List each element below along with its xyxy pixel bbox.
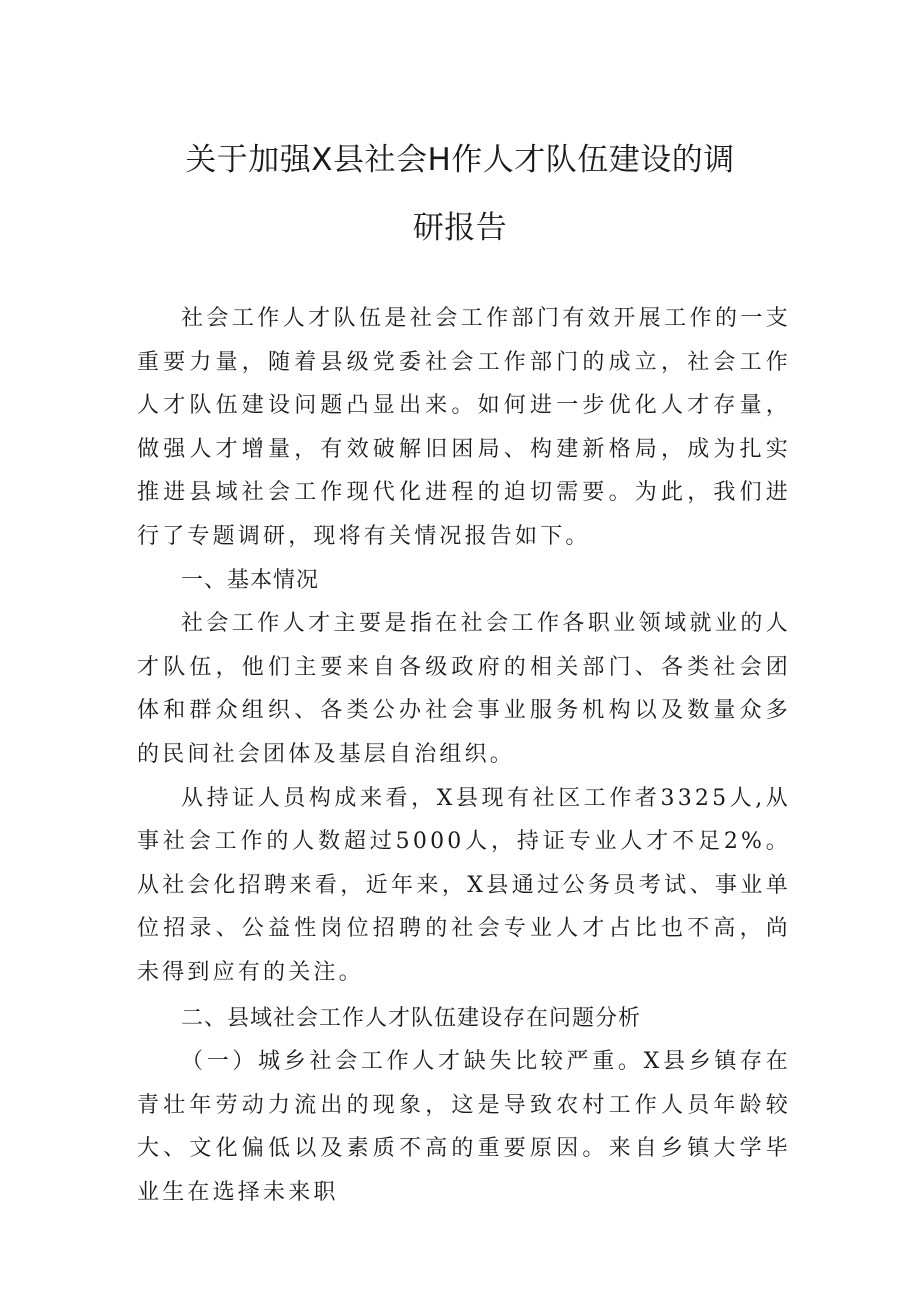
paragraph-problem-1: （一）城乡社会工作人才缺失比较严重。X县乡镇存在青壮年劳动力流出的现象，这是导致农村工作人员年龄较大、文化偏低以及素质不高的重要原因。来自乡镇大学毕业生在选择未来职 — [137, 1049, 791, 1205]
document-body — [137, 297, 791, 1214]
document-title-line-2: 研报告 — [412, 210, 508, 246]
document-title-line-1: 关于加强X县社会H作人才队伍建设的调 — [185, 142, 735, 178]
section-heading-2: 二、县域社会工作人才队伍建设存在问题分析 — [181, 1005, 642, 1031]
paragraph-certified-staff: 从持证人员构成来看，X县现有社区工作者3325人,从事社会工作的人数超过5000人，持证专业人才不足2%。从社会化招聘来看，近年来，X县通过公务员考试、事业单位招录、公益性岗位招聘的社会专业人才占比也不高，尚未得到应有的关注。 — [137, 785, 791, 985]
paragraph-basic-situation: 社会工作人才主要是指在社会工作各职业领域就业的人才队伍，他们主要来自各级政府的相关部门、各类社会团体和群众组织、各类公办社会事业服务机构以及数量众多的民间社会团体及基层自治组织。 — [137, 611, 791, 767]
paragraph-intro: 社会工作人才队伍是社会工作部门有效开展工作的一支重要力量，随着县级党委社会工作部门的成立，社会工作人才队伍建设问题凸显出来。如何进一步优化人才存量，做强人才增量，有效破解旧困局、构建新格局，成为扎实推进县域社会工作现代化进程的迫切需要。为此，我们进行了专题调研，现将有关情况报告如下。 — [137, 306, 791, 549]
section-heading-1: 一、基本情况 — [181, 567, 320, 593]
